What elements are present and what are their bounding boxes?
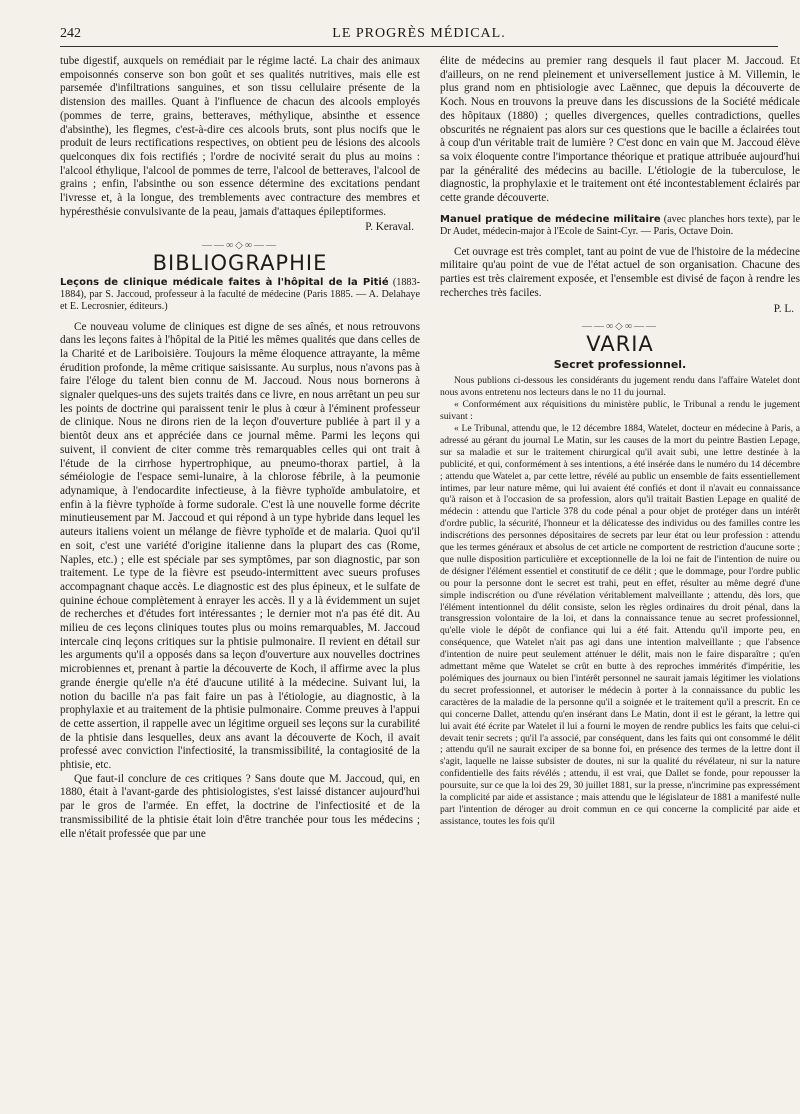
columns [60,55,800,841]
ornament: ——∞◇∞—— [202,240,278,252]
book-details: (1883-1884), par S. Jaccoud, professeur à la faculté de médecine (Paris 1885. — A. Delahaye et E. Lecrosnier, éditeurs.) [60,276,420,312]
paragraph: Que faut-il conclure de ces critiques ? Sans doute que M. Jaccoud, qui, en 1880, était à l'avant-garde des phtisiologistes, s'est laissé distancer aujourd'hui par le gros de l'armée. En effet, la doctrine de l'infectiosité et de la transmissibilité de la phtisie était loin d'être tranchée pour tous les médecins ; elle n'était professée que par une [60,772,420,840]
book-title: Leçons de clinique médicale faites à l'hôpital de la Pitié [60,276,389,288]
paragraph: élite de médecins au premier rang desquels il faut placer M. Jaccoud. Et d'ailleurs, on ne rend pleinement et universellement justice à M. Villemin, le plus grand nom en phtisiologie avec Laënnec, que depuis la découverte de Koch. Nous en trouvons la preuve dans les discussions de la Société médicale des hôpitaux (1880) ; quelles divergences, quelles contradictions, quelles obscurités ne régnaient pas alors sur ces questions que le bacille a éclairées tout à coup d'un véritable trait de lumière ? C'est donc en vain que M. Jaccoud élève sa voix éloquente contre l'importance théorique et pratique attribuée aujourd'hui par la généralité des médecins au bacille. L'étiologie de la tuberculose, le diagnostic, la prophylaxie et le traitement ont été incontestablement éclairés par cette grande découverte. [440,55,800,205]
paragraph: « Conformément aux réquisitions du ministère public, le Tribunal a rendu le jugement suivant : [440,399,800,423]
paragraph: « Le Tribunal, attendu que, le 12 décembre 1884, Watelet, docteur en médecine à Paris, a adressé au gérant du journal Le Matin, sur les causes de la mort du peintre Bastien Lepage, sur sa maladie et sur le traitement chirurgical qu'il avait subi, une lettre destinée à la publicité, et qui, conformément à ses intentions, a été insérée dans le numéro du 14 décembre ; attendu que Watelet a, par cette lettre, révélé au public un ensemble de faits essentiellement intimes, par leur nature même, qui lui avaient été confiés et dont il n'avait eu connaissance qu'à raison et à l'occasion de sa profession, alors qu'il traitait Bastien Lepage en qualité de médecin : attendu que l'article 378 du code pénal a pour objet de protéger dans un intérêt d'ordre public, la sécurité, l'honneur et la délicatesse des individus ou des familles contre les indiscrétions des personnes dépositaires de secrets par leur état ou leur profession : attendu que les termes généraux et absolus de cet article ne comportent de restriction d'aucune sorte ; que nulle disposition particulière et exceptionnelle de la loi ne fait de l'intention de nuire ou de désigner l'élément essentiel et constitutif de ce délit ; que le dommage, pour l'ordre public ou pour la personne dont le secret est trahi, peut en effet, résulter au même degré d'une simple indiscrétion ou d'une révélation véritablement malveillante ; attendu, dès lors, que l'élément intentionnel du délit consiste, selon les règles ordinaires du droit pénal, dans la transgression volontaire de la loi, et dans la connaissance tenue au secret professionnel, qu'elle viole le dépôt de confiance qui lui a été fait. Attendu qu'il importe peu, en conséquence, que Watelet n'ait pas agi dans une intention malveillante ; que l'absence d'intention de nuire peut seulement atténuer le délit, mais non le faire disparaître ; qu'en admettant même que Watelet se crût en butte à des reproches immérités d'impéritie, les polémiques des journaux ou bien l'intérêt personnel ne saurait jamais légitimer les violations du secret professionnel, et autoriser le médecin à porter à la connaissance du public les caractères de la maladie de la personne qu'il a soignée et le traitement qu'il a prescrit. En ce qui concerne Dallet, attendu qu'en insérant dans Le Matin, dont il est le gérant, la lettre qui lui avait été écrite par Watelet il lui a fourni le moyen de rendre publics les faits que celui-ci devait tenir secrets ; qu'il l'a associé, par conséquent, dans les faits qui ont consommé le délit ; attendu qu'il ne saurait exciper de sa bonne foi, en présence des termes de la lettre dont il s'agit, laquelle ne laisse subsister de doutes, ni sur la qualité du révélateur, ni sur la nature confidentielle des faits révélés ; attendu, il est vrai, que Dallet se fonde, pour repousser la poursuite, sur ce que la loi des 29, 30 juillet 1881, sur la presse, n'incrimine pas expressément la complicité par aide et assistance ; mais attendu que le législateur de 1881 a manifesté nulle part l'intention de déroger au droit commun en ce qui concerne la complicité par aide et assistance, toutes les fois qu'il [440,422,800,827]
section-title-bibliographie: BIBLIOGRAPHIE [152,250,328,275]
book-details: (avec planches hors texte), par le Dr Audet, médecin-major à l'Ecole de Saint-Cyr. — Paris, Octave Doin. [440,213,800,237]
book-entry-heading [60,277,420,313]
paragraph: Nous publions ci-dessous les considérants du jugement rendu dans l'affaire Watelet dont nous avons entretenu nos lecteurs dans le no 11 du journal. [440,375,800,399]
article-subtitle: Secret professionnel. [553,357,687,371]
signature: P. L. [773,302,794,315]
ornament: ——∞◇∞—— [582,321,658,333]
paragraph: Ce nouveau volume de cliniques est digne de ses aînés, et nous retrouvons dans les leçons faites à l'hôpital de la Pitié les mêmes qualités que dans celles de la Charité et de Lariboisière. Toujours la même éloquence attrayante, la même érudition profonde, la même critique saisissante. Au surplus, nous n'avons pas à faire l'éloge du talent bien connu de M. Jaccoud. Nous nous bornerons à signaler quelques-uns des sujets traités dans ce livre, en nous arrêtant un peu sur les points de doctrine qui paraissent tenir le plus à cœur à l'éminent professeur de clinique. Nous ne dirons rien de la leçon d'ouverture publiée à part il y a bientôt deux ans et appréciée dans ce journal même. Parmi les leçons qui suivent, il convient de citer comme très remarquables celles qui ont trait à l'étude de la cirrhose hypertrophique, au pneumo-thorax partiel, à la séméiologie de l'espace semi-lunaire, à la chlorose fébrile, à la peumonie adynamique, à l'endocardite infectieuse, à la fièvre typhoïde ambulatoire, et enfin à la fièvre typhoïde à forme sudorale. C'est là une nouvelle forme décrite minutieusement par M. Jaccoud et qui répond à un type hybride dans lequel les auteurs italiens voient un mélange de fièvre typhoïde et de malaria. Quoi qu'il en soit, c'est une variété d'origine italienne dans la plupart des cas (Rome, Naples, etc.) ; elle est spéciale par ses symptômes, par son diagnostic, par son traitement. Le type de la fièvre est pseudo-intermittent avec sueurs profuses accompagnant chaque accès. Le diagnostic est des plus épineux, et le sulfate de quinine échoue complètement à enrayer les accès. Il y a là évidemment un sujet de recherches et d'études fort intéressantes ; le dernier mot n'a pas été dit. Au milieu de ces leçons cliniques toutes plus ou moins remarquables, M. Jaccoud intercale cinq leçons critiques sur la phtisie pulmonaire. Il revient en détail sur les arguments qu'il a opposés dans sa leçon d'ouverture aux nouvelles doctrines microbiennes et, prenant à partie la découverte de Koch, il affirme avec la plus grande énergie qu'elle n'a été d'aucune utilité à la médecine. Suivant lui, la notion du bacille n'a pas fait faire un pas à l'étiologie, au diagnostic, à la prophylaxie et au traitement de la phtisie pulmonaire. Comme preuves à l'appui de cette assertion, il rappelle avec un légitime orgueil ses leçons sur la curabilité de la phtisie dans lesquelles, deux ans avant la découverte de Koch, il avait professé avec conviction l'infectiosité, la transmissibilité, la contagiosité de la phtisie, etc. [60,320,420,772]
running-title: LE PROGRÈS MÉDICAL. [332,26,506,41]
book-entry-heading [440,214,800,238]
right-column [440,55,800,841]
left-column [60,55,420,841]
paragraph: tube digestif, auxquels on remédiait par le régime lacté. La chair des animaux empoisonnés conserve son bon goût et ses qualités nutritives, mais elle est parsemée d'infiltrations sanguines, et son tissu cellulaire présente de la distension des mailles. Quant à l'influence de chacun des alcools employés (pommes de terre, grains, betteraves, méthylique, absinthe et essence d'absinthe), les flegmes, c'est-à-dire ces alcools bruts, sont plus nocifs que le produit de leurs rectifications respectives, on obtient peu de lésions des alcools quelconques dix fois rectifiés ; l'ordre de nocivité serait du plus au moins : l'alcool éthylique, l'alcool de pommes de terre, l'alcool de betteraves, l'alcool de grains ; enfin, l'absinthe ou son essence détermine des excitations pendant l'ivresse et, à la longue, des tremblements avec contracture des membres et hypéresthésie convulsivante de la peau, jamais d'attaques épileptiformes. [60,55,420,218]
signature: P. Keraval. [365,221,414,234]
page-header [60,26,778,47]
paragraph: Cet ouvrage est très complet, tant au point de vue de l'histoire de la médecine militaire qu'au point de vue de l'état actuel de son organisation. Chacune des parties est très clairement exposée, et l'ensemble est divisé de façon à rendre les recherches très faciles. [440,245,800,299]
book-title: Manuel pratique de médecine militaire [440,213,661,225]
page-number: 242 [60,26,81,41]
section-title-varia: VARIA [586,331,654,356]
